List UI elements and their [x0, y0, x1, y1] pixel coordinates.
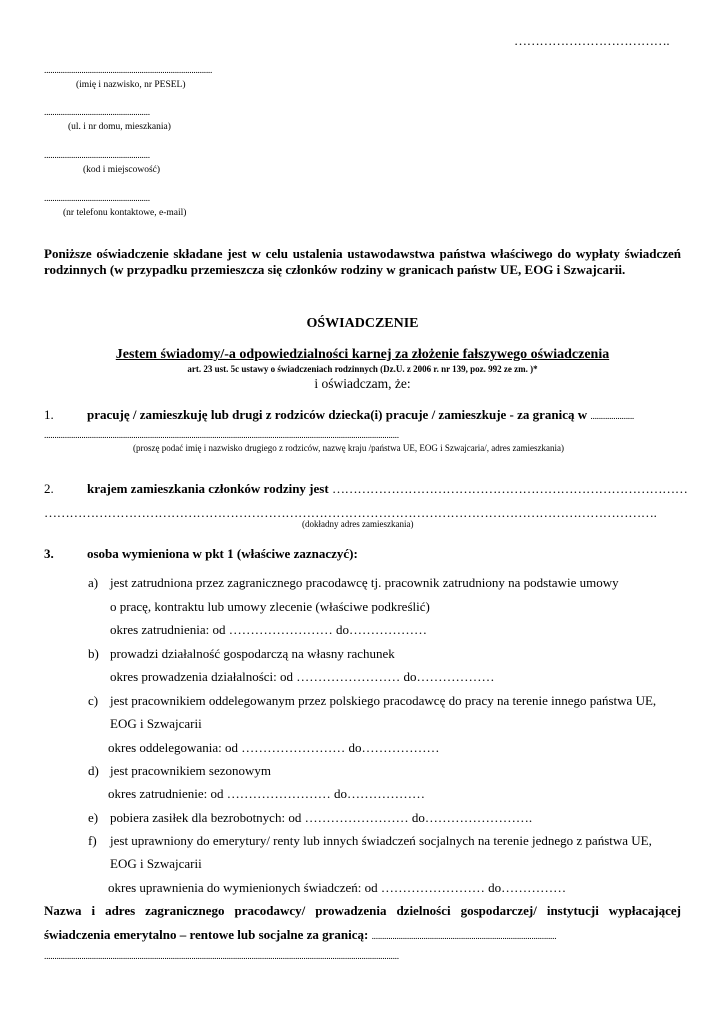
item-1-statement	[87, 407, 634, 423]
sub-c-text[interactable]: jest pracownikiem oddelegowanym przez polskiego pracodawcę do pracy na terenie innego państwa UE,	[110, 693, 657, 708]
item-2-text: krajem zamieszkania członków rodziny jest	[87, 481, 329, 496]
sub-b-period[interactable]: okres prowadzenia działalności: od …………………… do………………	[110, 669, 495, 684]
sub-a-period[interactable]: okres zatrudnienia: od …………………… do………………	[110, 622, 428, 637]
postal-city-line[interactable]: ...................................................	[44, 151, 150, 161]
contact-label: (nr telefonu kontaktowe, e-mail)	[63, 208, 187, 218]
item-1-number: 1.	[44, 407, 54, 422]
item-3-number: 3.	[44, 546, 54, 561]
item-2-number: 2.	[44, 481, 54, 496]
item-1-hint: (proszę podać imię i nazwisko drugiego z rodziców, nazwę kraju /państwa UE, EOG i Szwajcaria/, adres zamieszkania)	[133, 443, 564, 453]
sub-e-text[interactable]: pobiera zasiłek dla bezrobotnych: od …………………… do…………………….	[110, 810, 533, 825]
sub-f-text-2[interactable]: EOG i Szwajcarii	[110, 856, 202, 871]
declaration-intro: i oświadczam, że:	[314, 376, 411, 391]
item-1-country-field[interactable]: .....................	[590, 412, 634, 422]
item-2-country-field[interactable]: …………………………………………………………………………	[331, 481, 688, 496]
sub-e-letter: e)	[88, 810, 99, 825]
page-title: OŚWIADCZENIE	[306, 316, 419, 331]
item-1-text: pracuję / zamieszkuję lub drugi z rodziców dziecka(i) pracuje / zamieszkuje - za granicą w	[87, 407, 588, 422]
sub-d-letter: d)	[88, 763, 99, 778]
sub-d-period[interactable]: okres zatrudnienie: od …………………… do………………	[108, 786, 426, 801]
sub-f-period[interactable]: okres uprawnienia do wymienionych świadczeń: od …………………… do……………	[108, 880, 567, 895]
sub-f-text[interactable]: jest uprawniony do emerytury/ renty lub innych świadczeń socjalnych na terenie jednego z państwa UE,	[110, 833, 652, 848]
employer-label-2: świadczenia emerytalno – rentowe lub socjalne za granicą:	[44, 927, 369, 942]
employer-address-field[interactable]: .........................................................................................	[371, 932, 557, 942]
item-2-statement	[87, 481, 688, 497]
item-3-text: osoba wymieniona w pkt 1 (właściwe zaznaczyć):	[87, 546, 358, 561]
street-line[interactable]: ...................................................	[44, 108, 150, 118]
sub-c-period[interactable]: okres oddelegowania: od …………………… do………………	[108, 740, 440, 755]
employer-line-2	[44, 927, 556, 943]
employer-address-line[interactable]: ...........................................................................................................................................................................	[44, 952, 399, 962]
street-label: (ul. i nr domu, mieszkania)	[68, 122, 171, 132]
sub-a-text-2[interactable]: o pracę, kontraktu lub umowy zlecenie (właściwe podkreślić)	[110, 599, 430, 614]
item-2-hint: (dokładny adres zamieszkania)	[302, 519, 414, 529]
sub-a-text[interactable]: jest zatrudniona przez zagranicznego pracodawcę tj. pracownik zatrudniony na podstawie umowy	[110, 575, 619, 590]
intro-paragraph: Poniższe oświadczenie składane jest w celu ustalenia ustawodawstwa państwa właściwego do wypłaty świadczeń rodzinnych (w przypadku przemieszcza się członków rodziny w granicach państw UE, EOG i Szwajcarii.	[44, 246, 681, 277]
sub-a-letter: a)	[88, 575, 99, 590]
date-placeholder[interactable]: ……………………………….	[514, 33, 670, 48]
sub-c-text-2[interactable]: EOG i Szwajcarii	[110, 716, 202, 731]
sub-f-letter: f)	[88, 833, 97, 848]
postal-city-label: (kod i miejscowość)	[83, 165, 161, 175]
name-pesel-line[interactable]: .................................................................................	[44, 66, 213, 76]
sub-b-letter: b)	[88, 646, 99, 661]
sub-d-text[interactable]: jest pracownikiem sezonowym	[110, 763, 272, 778]
sub-c-letter: c)	[88, 693, 99, 708]
legal-reference: art. 23 ust. 5c ustawy o świadczeniach rodzinnych (Dz.U. z 2006 r. nr 139, poz. 992 ze zm. )*	[187, 364, 538, 374]
employer-label: Nazwa i adres zagranicznego pracodawcy/ prowadzenia dzielności gospodarczej/ instytucji wypłacającej	[44, 903, 681, 918]
item-2-address-line[interactable]: ……………………………………………………………………………………………………………………………….	[44, 505, 657, 520]
item-1-detail-line[interactable]: ...........................................................................................................................................................................	[44, 431, 399, 441]
name-pesel-label: (imię i nazwisko, nr PESEL)	[76, 80, 186, 90]
subtitle: Jestem świadomy/-a odpowiedzialności karnej za złożenie fałszywego oświadczenia	[115, 347, 610, 362]
contact-line[interactable]: ...................................................	[44, 194, 150, 204]
sub-b-text[interactable]: prowadzi działalność gospodarczą na własny rachunek	[110, 646, 395, 661]
